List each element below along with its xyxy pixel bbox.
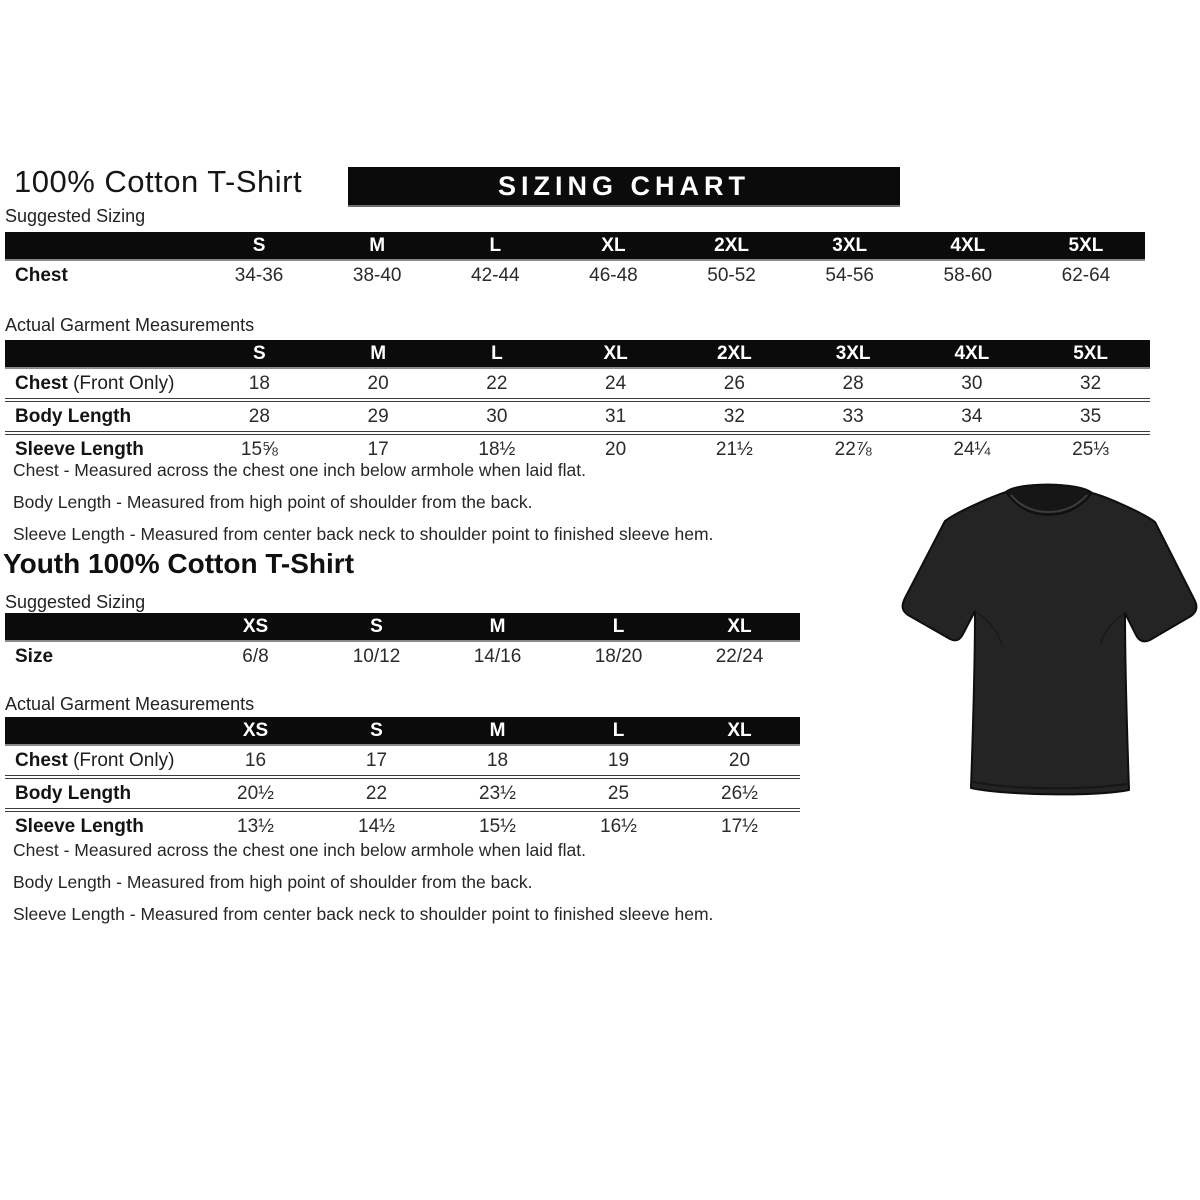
size-column-header: 3XL bbox=[835, 342, 871, 364]
size-column-header: XL bbox=[601, 234, 626, 256]
note-chest: Chest - Measured across the chest one inch below armhole when laid flat. bbox=[13, 840, 586, 860]
measurement-value: 23½ bbox=[479, 782, 516, 804]
table-row bbox=[5, 808, 800, 841]
measurement-value: 30 bbox=[486, 405, 508, 427]
youth-suggested-sizing-table bbox=[5, 613, 800, 671]
row-label: Chest bbox=[15, 264, 68, 286]
table-row bbox=[5, 746, 800, 775]
measurement-value: 10/12 bbox=[352, 645, 401, 667]
measurement-value: 6/8 bbox=[242, 645, 269, 667]
measurement-value: 31 bbox=[605, 405, 627, 427]
measurement-value: 22 bbox=[365, 782, 388, 804]
measurement-value: 46-48 bbox=[589, 264, 638, 286]
table-row bbox=[5, 261, 1145, 290]
row-label: Sleeve Length bbox=[15, 815, 144, 837]
measurement-value: 20 bbox=[367, 372, 389, 394]
black-tshirt-image bbox=[898, 470, 1198, 810]
measurement-value: 32 bbox=[1080, 372, 1102, 394]
measurement-value: 20 bbox=[605, 438, 627, 460]
youth-section-title: Youth 100% Cotton T-Shirt bbox=[3, 548, 355, 579]
measurement-value: 17½ bbox=[721, 815, 758, 837]
size-column-header: 3XL bbox=[832, 234, 868, 256]
measurement-value: 50-52 bbox=[707, 264, 756, 286]
size-column-header: XL bbox=[727, 719, 752, 741]
row-label: Chest (Front Only) bbox=[15, 372, 175, 394]
measurement-value: 35 bbox=[1080, 405, 1102, 427]
banner-text: SIZING CHART bbox=[498, 170, 750, 201]
size-column-header: XL bbox=[727, 615, 752, 637]
measurement-value: 30 bbox=[961, 372, 983, 394]
size-column-header: M bbox=[369, 234, 386, 256]
measurement-value: 15⅝ bbox=[240, 438, 278, 460]
measurement-value: 18½ bbox=[478, 438, 516, 460]
note-body-length: Body Length - Measured from high point of shoulder from the back. bbox=[13, 492, 533, 512]
measurement-value: 18/20 bbox=[594, 645, 643, 667]
row-label: Sleeve Length bbox=[15, 438, 144, 460]
measurement-value: 28 bbox=[842, 372, 864, 394]
measurement-value: 58-60 bbox=[943, 264, 993, 286]
note-body-length: Body Length - Measured from high point of shoulder from the back. bbox=[13, 872, 533, 892]
page-title: 100% Cotton T-Shirt bbox=[14, 164, 303, 199]
measurement-value: 14/16 bbox=[473, 645, 522, 667]
note-sleeve-length: Sleeve Length - Measured from center back neck to shoulder point to finished sleeve hem. bbox=[13, 904, 714, 924]
measurement-value: 19 bbox=[607, 749, 630, 771]
measurement-value: 22⅞ bbox=[834, 438, 872, 460]
measurement-value: 62-64 bbox=[1061, 264, 1111, 286]
measurement-value: 34 bbox=[961, 405, 983, 427]
measurement-value: 24 bbox=[605, 372, 627, 394]
size-column-header: 4XL bbox=[950, 234, 986, 256]
size-column-header: M bbox=[489, 615, 506, 637]
size-column-header: S bbox=[370, 615, 383, 637]
row-label: Body Length bbox=[15, 782, 132, 804]
note-chest: Chest - Measured across the chest one inch below armhole when laid flat. bbox=[13, 460, 586, 480]
table-header-row bbox=[5, 232, 1145, 261]
adult-actual-measurements-label: Actual Garment Measurements bbox=[5, 315, 255, 335]
measurement-value: 22 bbox=[486, 372, 508, 394]
measurement-value: 20 bbox=[728, 749, 751, 771]
measurement-value: 25⅓ bbox=[1072, 438, 1110, 460]
size-column-header: L bbox=[612, 719, 625, 741]
size-column-header: XS bbox=[242, 719, 269, 741]
size-column-header: S bbox=[370, 719, 383, 741]
size-column-header: L bbox=[491, 342, 503, 364]
size-column-header: M bbox=[489, 719, 506, 741]
row-label: Chest (Front Only) bbox=[15, 749, 175, 771]
measurement-value: 21½ bbox=[715, 438, 753, 460]
table-row bbox=[5, 369, 1150, 398]
youth-measurement-notes bbox=[13, 840, 713, 936]
adult-suggested-sizing-label: Suggested Sizing bbox=[5, 206, 146, 226]
measurement-value: 22/24 bbox=[715, 645, 764, 667]
measurement-value: 17 bbox=[367, 438, 389, 460]
measurement-value: 25 bbox=[607, 782, 630, 804]
measurement-value: 16 bbox=[244, 749, 267, 771]
youth-actual-measurements-table bbox=[5, 717, 800, 841]
measurement-value: 28 bbox=[248, 405, 270, 427]
youth-suggested-sizing-label: Suggested Sizing bbox=[5, 592, 146, 612]
size-column-header: 2XL bbox=[716, 342, 752, 364]
adult-actual-measurements-table bbox=[5, 340, 1150, 464]
size-column-header: L bbox=[489, 234, 502, 256]
measurement-value: 33 bbox=[842, 405, 864, 427]
measurement-value: 15½ bbox=[479, 815, 516, 837]
adult-suggested-sizing-table bbox=[5, 232, 1145, 290]
size-column-header: 2XL bbox=[714, 234, 749, 256]
size-column-header: 5XL bbox=[1068, 234, 1104, 256]
adult-measurement-notes bbox=[13, 460, 713, 556]
measurement-value: 18 bbox=[248, 372, 270, 394]
measurement-value: 13½ bbox=[237, 815, 274, 837]
size-column-header: XL bbox=[603, 342, 628, 364]
size-column-header: XS bbox=[242, 615, 269, 637]
sizing-chart-banner bbox=[348, 167, 900, 207]
size-column-header: 5XL bbox=[1073, 342, 1109, 364]
table-row bbox=[5, 775, 800, 808]
measurement-value: 29 bbox=[367, 405, 389, 427]
measurement-value: 42-44 bbox=[471, 264, 520, 286]
size-column-header: L bbox=[612, 615, 625, 637]
table-header-row bbox=[5, 340, 1150, 369]
table-row bbox=[5, 642, 800, 671]
measurement-value: 38-40 bbox=[352, 264, 402, 286]
row-label: Size bbox=[15, 645, 54, 667]
measurement-value: 26 bbox=[723, 372, 745, 394]
measurement-value: 24¼ bbox=[953, 438, 991, 460]
youth-actual-measurements-label: Actual Garment Measurements bbox=[5, 694, 255, 714]
measurement-value: 54-56 bbox=[825, 264, 874, 286]
size-column-header: S bbox=[252, 234, 266, 256]
measurement-value: 20½ bbox=[237, 782, 274, 804]
table-header-row bbox=[5, 613, 800, 642]
measurement-value: 16½ bbox=[600, 815, 637, 837]
measurement-value: 18 bbox=[486, 749, 509, 771]
measurement-value: 17 bbox=[365, 749, 388, 771]
table-header-row bbox=[5, 717, 800, 746]
measurement-value: 14½ bbox=[358, 815, 395, 837]
note-sleeve-length: Sleeve Length - Measured from center back neck to shoulder point to finished sleeve hem. bbox=[13, 524, 714, 544]
measurement-value: 32 bbox=[723, 405, 745, 427]
size-column-header: M bbox=[370, 342, 387, 364]
size-column-header: 4XL bbox=[954, 342, 990, 364]
size-column-header: S bbox=[253, 342, 266, 364]
row-label: Body Length bbox=[15, 405, 132, 427]
table-row bbox=[5, 398, 1150, 431]
measurement-value: 26½ bbox=[721, 782, 758, 804]
measurement-value: 34-36 bbox=[234, 264, 284, 286]
